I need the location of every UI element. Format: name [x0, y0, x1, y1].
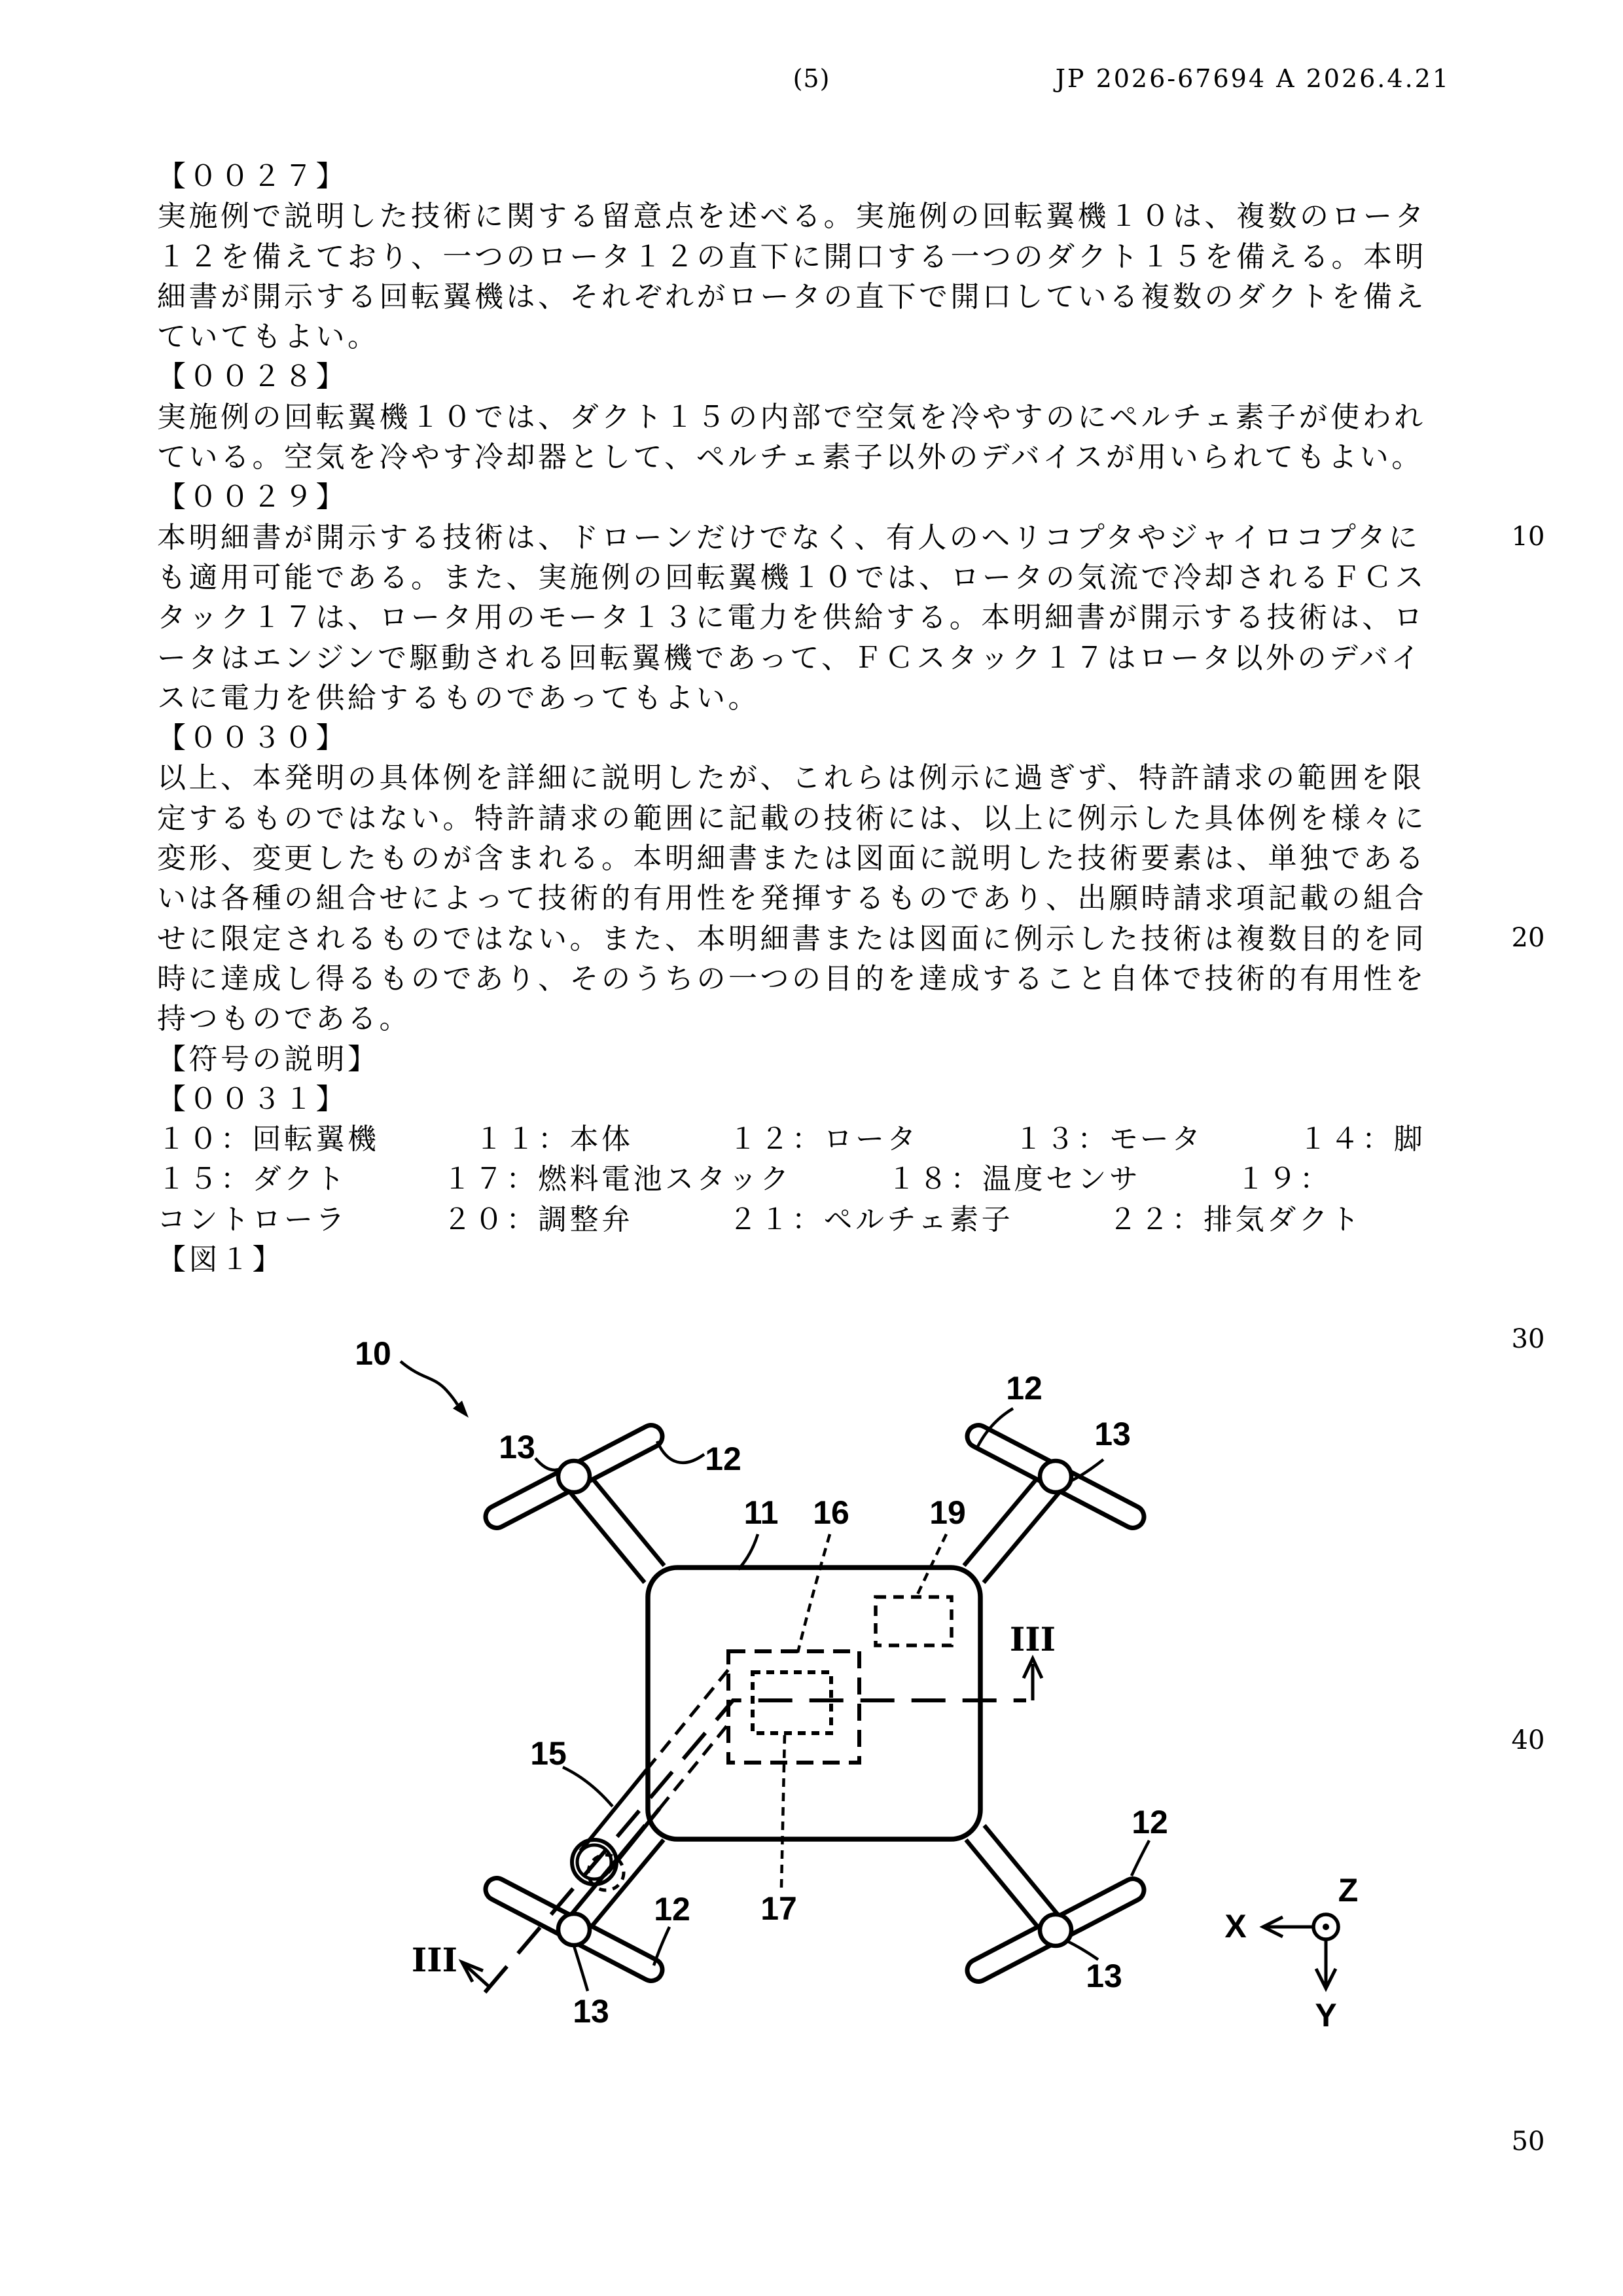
label-sensor-19: 19	[929, 1494, 966, 1531]
margin-line-number: 30	[1511, 1324, 1545, 1354]
label-rotor-12: 12	[1132, 1804, 1168, 1840]
section-arrow-left	[462, 1962, 490, 1987]
document-line: せに限定されるものではない。また、本明細書または図面に例示した技術は複数目的を同	[157, 922, 1427, 956]
label-fc-area-16: 16	[813, 1494, 849, 1531]
motor-top-left	[558, 1461, 590, 1492]
document-line: ていてもよい。	[157, 320, 380, 354]
document-line: 【符号の説明】	[157, 1042, 380, 1076]
document-line: タック１７は、ロータ用のモータ１３に電力を供給する。本明細書が開示する技術は、ロ	[157, 601, 1426, 635]
label-rotor-12: 12	[705, 1441, 741, 1477]
axis-z-label: Z	[1338, 1872, 1359, 1909]
section-label-left: III	[411, 1941, 458, 1979]
document-line: 実施例で説明した技術に関する留意点を述べる。実施例の回転翼機１０は、複数のロータ	[157, 200, 1427, 234]
document-line: 本明細書が開示する技術は、ドローンだけでなく、有人のヘリコプタやジャイロコプタに	[157, 520, 1421, 554]
document-line: 変形、変更したものが含まれる。本明細書または図面に説明した技術要素は、単独である	[157, 842, 1427, 876]
rotor-bottom-left	[482, 1874, 666, 1985]
margin-line-number: 20	[1511, 923, 1545, 953]
margin-line-number: 10	[1511, 522, 1545, 552]
document-line: 【００３１】	[157, 1082, 348, 1116]
label-motor-13: 13	[573, 1993, 609, 2030]
drone-body	[648, 1568, 980, 1839]
label-motor-13: 13	[499, 1429, 535, 1465]
label-fc-stack-17: 17	[760, 1890, 797, 1927]
document-line: いは各種の組合せによって技術的有用性を発揮するものであり、出願時請求項記載の組合	[157, 882, 1427, 916]
section-label-right: III	[1009, 1620, 1056, 1659]
document-line: １５：ダクト １７：燃料電池スタック １８：温度センサ １９：	[157, 1162, 1332, 1196]
document-line: スに電力を供給するものであってもよい。	[157, 681, 760, 715]
document-line: 時に達成し得るものであり、そのうちの一つの目的を達成すること自体で技術的有用性を	[157, 961, 1427, 996]
margin-line-number: 40	[1511, 1725, 1545, 1755]
document-line: 以上、本発明の具体例を詳細に説明したが、これらは例示に過ぎず、特許請求の範囲を限	[157, 761, 1425, 795]
document-line: 【００２８】	[157, 360, 348, 394]
document-line: １０：回転翼機 １１：本体 １２：ロータ １３：モータ １４：脚	[157, 1122, 1426, 1157]
document-line: ータはエンジンで駆動される回転翼機であって、ＦＣスタック１７はロータ以外のデバイ	[157, 641, 1423, 675]
page-number: (5)	[793, 64, 830, 93]
label-overall-10: 10	[355, 1335, 391, 1372]
document-line: 【図１】	[157, 1243, 284, 1277]
document-line: 【００３０】	[157, 721, 348, 755]
label-motor-13: 13	[1094, 1416, 1131, 1452]
document-line: コントローラ ２０：調整弁 ２１：ペルチェ素子 ２２：排気ダクト	[157, 1202, 1363, 1236]
margin-line-number: 50	[1511, 2126, 1545, 2157]
document-line: 細書が開示する回転翼機は、それぞれがロータの直下で開口している複数のダクトを備え	[157, 279, 1427, 314]
motor-top-right	[1040, 1461, 1071, 1492]
document-line: 【００２７】	[157, 160, 348, 193]
publication-number: JP 2026-67694 A 2026.4.21	[1055, 64, 1450, 93]
document-line: １２を備えており、一つのロータ１２の直下に開口する一つのダクト１５を備える。本明	[157, 240, 1427, 274]
label-rotor-12: 12	[654, 1891, 690, 1928]
label-body-11: 11	[743, 1494, 779, 1531]
document-line: 実施例の回転翼機１０では、ダクト１５の内部で空気を冷やすのにペルチェ素子が使われ	[157, 400, 1426, 434]
section-arrow-right	[1024, 1659, 1042, 1700]
document-line: も適用可能である。また、実施例の回転翼機１０では、ロータの気流で冷却されるＦＣス	[157, 560, 1427, 594]
label-motor-13: 13	[1086, 1958, 1122, 1994]
document-line: 定するものではない。特許請求の範囲に記載の技術には、以上に例示した具体例を様々に	[157, 801, 1427, 835]
label-duct-15: 15	[530, 1735, 567, 1772]
motor-bottom-left	[558, 1914, 590, 1945]
axis-x-label: X	[1224, 1908, 1247, 1945]
axis-indicator	[1224, 1872, 1358, 2034]
label-rotor-12: 12	[1006, 1370, 1043, 1407]
document-line: 持つものである。	[157, 1002, 411, 1036]
document-line: ている。空気を冷やす冷却器として、ペルチェ素子以外のデバイスが用いられてもよい。	[157, 440, 1423, 475]
axis-y-label: Y	[1315, 1997, 1337, 2034]
document-line: 【００２９】	[157, 480, 348, 514]
